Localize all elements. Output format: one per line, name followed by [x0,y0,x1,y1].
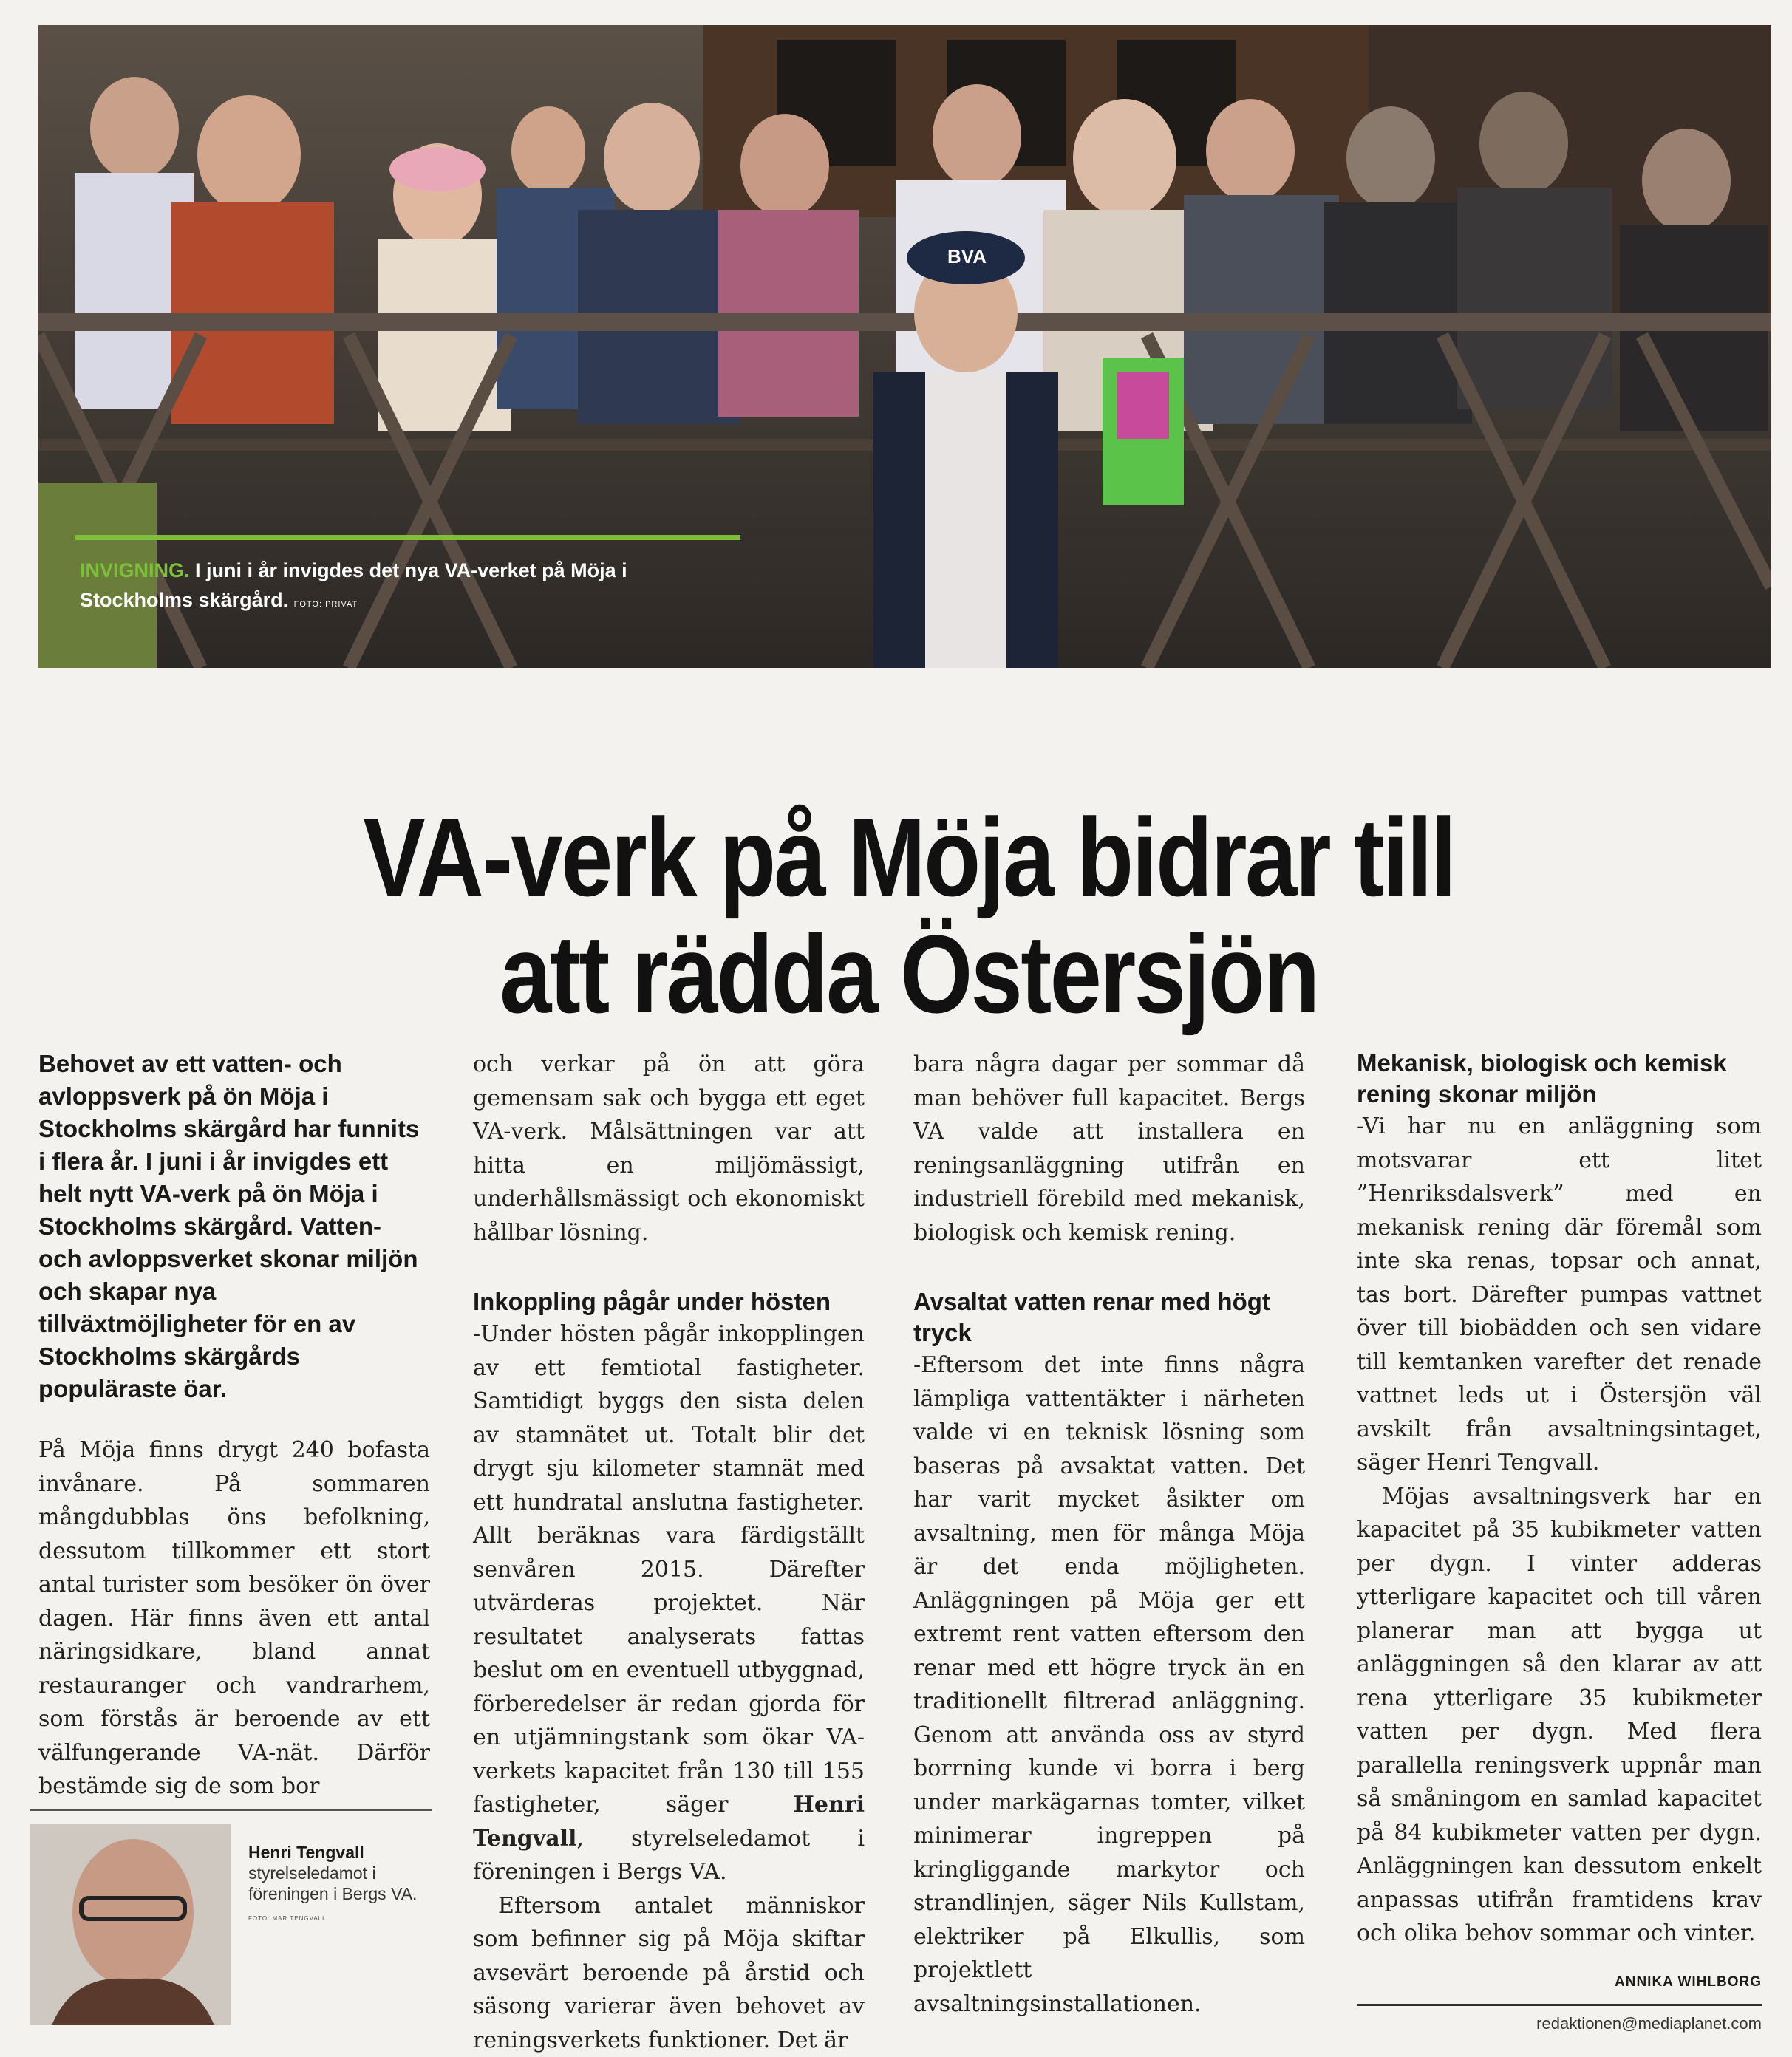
subheading-3: Mekanisk, biologisk och kemisk rening skonar miljön [1357,1048,1762,1110]
caption-kicker: INVIGNING. [80,559,190,581]
headline-line-2: att rädda Östersjön [208,915,1610,1032]
body-paragraph-4: Eftersom antalet människor som befinner sig på Möja skiftar avsevärt beroende på årstid och säsong varierar även behovet av reningsverkets funktioner. Det är [473,1889,865,2057]
subheading-1: Inkoppling pågår under hösten [473,1286,865,1317]
p3-text-after: , styrelseledamot i föreningen i Bergs VA. [473,1826,865,1886]
column-4 [1357,1048,1762,1951]
body-paragraph-3 [473,1317,865,1889]
headline [208,799,1610,1032]
headline-line-1: VA-verk på Möja bidrar till [208,799,1610,915]
body-paragraph-2: och verkar på ön att göra gemensam sak och bygga ett eget VA-verk. Målsättningen var att hitta en miljömässigt, underhållsmässigt och ekonomiskt hållbar lösning. [473,1048,865,1249]
body-paragraph-5: bara några dagar per sommar då man behöver full kapacitet. Bergs VA valde att installera en reningsanläggning utifrån en industriell förebild med mekanisk, biologisk och kemisk rening. [913,1048,1305,1249]
portrait-name: Henri Tengvall [248,1842,426,1863]
portrait-role: styrelseledamot i föreningen i Bergs VA. [248,1863,426,1904]
article-photo [38,25,1771,668]
caption-text: I juni i år invigdes det nya VA-verket på Möja i Stockholms skärgård. [80,559,627,611]
byline-rule [1357,2004,1762,2006]
column-2 [473,1048,865,2057]
subheading-2: Avsaltat vatten renar med högt tryck [913,1286,1305,1348]
caption-credit: FOTO: PRIVAT [294,600,358,609]
body-paragraph-6: -Eftersom det inte finns några lämpliga vattentäkter i närheten valde vi en teknisk lösning som baseras på avsaktat vatten. Det har varit mycket åsikter om avsaltning, men för många Möja är det enda möjligheten. Anläggningen på Möja ger ett extremt rent vatten eftersom den renar med ett högre tryck än en traditionellt filtrerad anläggning. Genom att använda oss av styrd borrning kunde vi borra i berg under markägarnas tomter, vilket minimerar ingreppen på kringliggande markytor och strandlinjen, säger Nils Kullstam, elektriker på Elkullis, som projektlett avsaltningsinstallationen. [913,1348,1305,2021]
caption-accent-line [75,535,740,540]
p3-text-before: -Under hösten pågår inkopplingen av ett femtiotal fastigheter. Samtidigt byggs den sista delen av stamnätet ut. Totalt blir det drygt sju kilometer stamnät med ett hundratal anslutna fastigheter. Allt beräknas vara färdigställt senvåren 2015. Därefter utvärderas projektet. När resultatet analyserats fattas beslut om en eventuell utbyggnad, förberedelser är redan gjorda för en utjämningstank som ökar VA-verkets kapacitet från 130 till 155 fastigheter, säger [473,1321,865,1818]
body-paragraph-7: -Vi har nu en anläggning som motsvarar ett litet ”Henriksdalsverk” med en mekanisk rening där föremål som inte ska renas, topsar och annat, tas bort. Därefter pumpas vattnet över till biobädden och sen vidare till kemtanken varefter det renade vattnet leds ut i Östersjön väl avskilt från avsaltningsintaget, säger Henri Tengvall. [1357,1110,1762,1480]
contact-email: redaktionen@mediaplanet.com [1515,2014,1762,2033]
body-paragraph-1: På Möja finns drygt 240 bofasta invånare. På sommaren mångdubblas öns befolkning, dessutom tillkommer ett stort antal turister som besöker ön över dagen. Här finns även ett antal näringsidkare, bland annat restauranger och vandrarhem, som förstås är beroende av ett välfungerande VA-nät. Därför bestämde sig de som bor [38,1433,430,1804]
column-1 [38,1048,430,1804]
portrait-box [30,1809,432,2033]
portrait-credit: FOTO: MAR TENGVALL [248,1908,426,1929]
portrait-photo [30,1824,231,2025]
cap-logo-text: BVA [947,245,987,267]
photo-caption [80,556,745,619]
p3-person-name: Henri Tengvall [473,1792,865,1852]
byline-author: ANNIKA WIHLBORG [1552,1974,1762,1991]
lead-paragraph: Behovet av ett vatten- och avloppsverk på ön Möja i Stockholms skärgård har funnits i flera år. I juni i år invigdes ett helt nytt VA-verk på ön Möja i Stockholms skärgård. Vatten- och avloppsverket skonar miljön och skapar nya tillväxtmöjligheter för en av Stockholms skärgårds populäraste öar. [38,1048,430,1405]
column-3 [913,1048,1305,2021]
body-paragraph-8: Möjas avsaltningsverk har en kapacitet på 35 kubikmeter vatten per dygn. I vinter adderas ytterligare kapacitet och till våren planerar man att bygga ut anläggningen så den klarar av att rena ytterligare 35 kubikmeter vatten per dygn. Med flera parallella reningsverk uppnår man så småningom en samlad kapacitet på 84 kubikmeter vatten per dygn. Anläggningen kan dessutom enkelt anpassas utifrån framtidens krav och olika behov sommar och vinter. [1357,1480,1762,1951]
portrait-caption [248,1842,426,1929]
